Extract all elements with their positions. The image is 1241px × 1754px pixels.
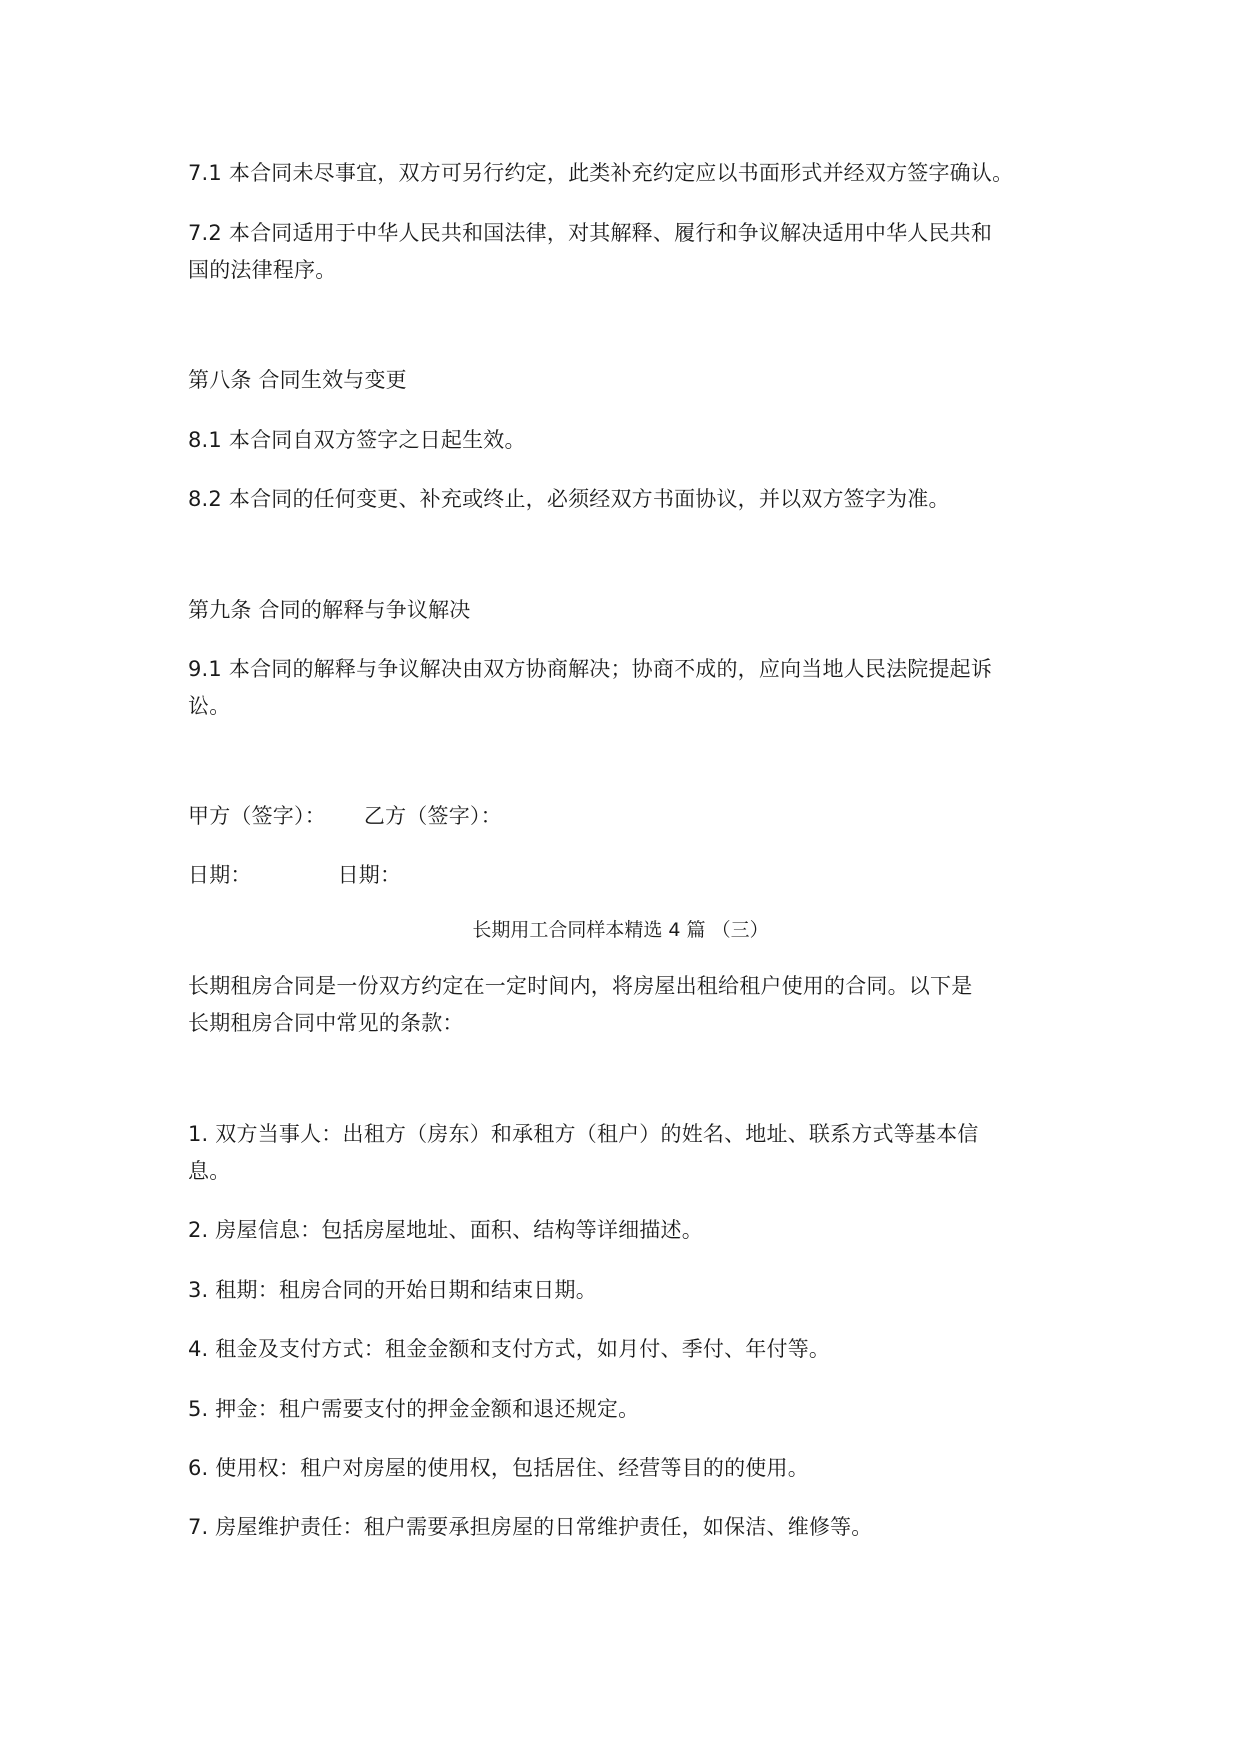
article-8-heading: 第八条 合同生效与变更	[188, 368, 407, 392]
clause-7-1: 7.1 本合同未尽事宜，双方可另行约定，此类补充约定应以书面形式并经双方签字确认。	[188, 161, 1014, 185]
clause-7-2-line1: 7.2 本合同适用于中华人民共和国法律，对其解释、履行和争议解决适用中华人民共和	[188, 221, 993, 245]
clause-9-1-line2: 讼。	[188, 694, 231, 718]
clause-8-1: 8.1 本合同自双方签字之日起生效。	[188, 428, 526, 452]
term-1-line1: 1. 双方当事人：出租方（房东）和承租方（租户）的姓名、地址、联系方式等基本信	[188, 1122, 979, 1146]
clause-7-2-line2: 国的法律程序。	[188, 258, 337, 282]
term-7: 7. 房屋维护责任：租户需要承担房屋的日常维护责任，如保洁、维修等。	[188, 1515, 873, 1539]
signature-row	[188, 804, 502, 828]
article-9-heading: 第九条 合同的解释与争议解决	[188, 598, 471, 622]
party-b-signature-label: 乙方（签字）：	[363, 804, 502, 828]
clause-9-1-line1: 9.1 本合同的解释与争议解决由双方协商解决；协商不成的，应向当地人民法院提起诉	[188, 657, 993, 681]
intro-line2: 长期租房合同中常见的条款：	[188, 1011, 464, 1035]
clause-8-2: 8.2 本合同的任何变更、补充或终止，必须经双方书面协议，并以双方签字为准。	[188, 487, 950, 511]
party-a-signature-label: 甲方（签字）：	[188, 804, 326, 828]
intro-line1: 长期租房合同是一份双方约定在一定时间内，将房屋出租给租户使用的合同。以下是	[188, 974, 973, 998]
term-4: 4. 租金及支付方式：租金金额和支付方式，如月付、季付、年付等。	[188, 1337, 831, 1361]
party-b-date-label: 日期：	[337, 863, 402, 887]
term-5: 5. 押金：租户需要支付的押金金额和退还规定。	[188, 1397, 640, 1421]
party-a-date-label: 日期：	[188, 863, 252, 887]
term-1-line2: 息。	[188, 1159, 231, 1183]
term-3: 3. 租期：租房合同的开始日期和结束日期。	[188, 1278, 597, 1302]
section-title: 长期用工合同样本精选 4 篇 （三）	[472, 919, 769, 941]
date-row	[188, 863, 401, 887]
term-6: 6. 使用权：租户对房屋的使用权，包括居住、经营等目的的使用。	[188, 1456, 809, 1480]
term-2: 2. 房屋信息：包括房屋地址、面积、结构等详细描述。	[188, 1218, 703, 1242]
